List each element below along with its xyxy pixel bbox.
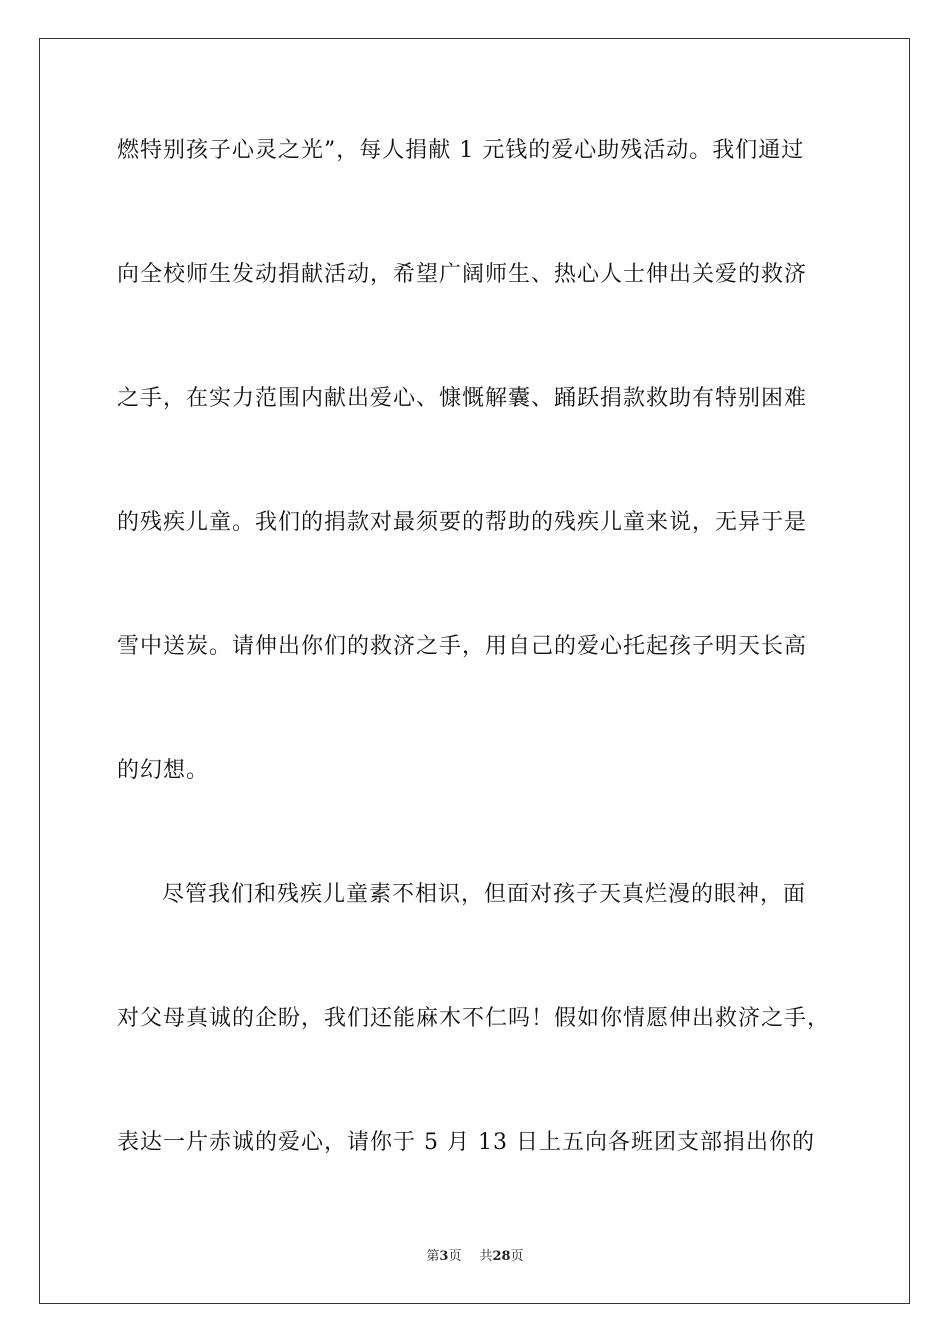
body-line-6: 的幻想。 <box>117 758 210 783</box>
body-line-2: 向全校师生发动捐献活动，希望广阔师生、热心人士伸出关爱的救济 <box>117 262 808 287</box>
page-prefix: 第 <box>426 1249 440 1264</box>
body-line-3: 之手，在实力范围内献出爱心、慷慨解囊、踊跃捐款救助有特别困难 <box>117 386 808 411</box>
body-line-1: 燃特别孩子心灵之光”，每人捐献 1 元钱的爱心助残活动。我们通过 <box>117 138 805 163</box>
body-line-9: 表达一片赤诚的爱心，请你于 5 月 13 日上五向各班团支部捐出你的 <box>117 1130 815 1155</box>
total-prefix: 共 <box>479 1249 493 1264</box>
body-line-5: 雪中送炭。请伸出你们的救济之手，用自己的爱心托起孩子明天长高 <box>117 634 808 659</box>
page-footer <box>0 1245 950 1264</box>
total-suffix: 页 <box>510 1249 524 1264</box>
body-line-7: 尽管我们和残疾儿童素不相识，但面对孩子天真烂漫的眼神，面 <box>162 882 807 907</box>
total-pages: 28 <box>492 1249 511 1264</box>
body-line-8: 对父母真诚的企盼，我们还能麻木不仁吗！假如你情愿伸出救济之手， <box>117 1006 831 1031</box>
page-border <box>39 38 910 1304</box>
page-number: 3 <box>439 1249 449 1264</box>
body-line-4: 的残疾儿童。我们的捐款对最须要的帮助的残疾儿童来说，无异于是 <box>117 510 808 535</box>
page-suffix: 页 <box>448 1249 462 1264</box>
